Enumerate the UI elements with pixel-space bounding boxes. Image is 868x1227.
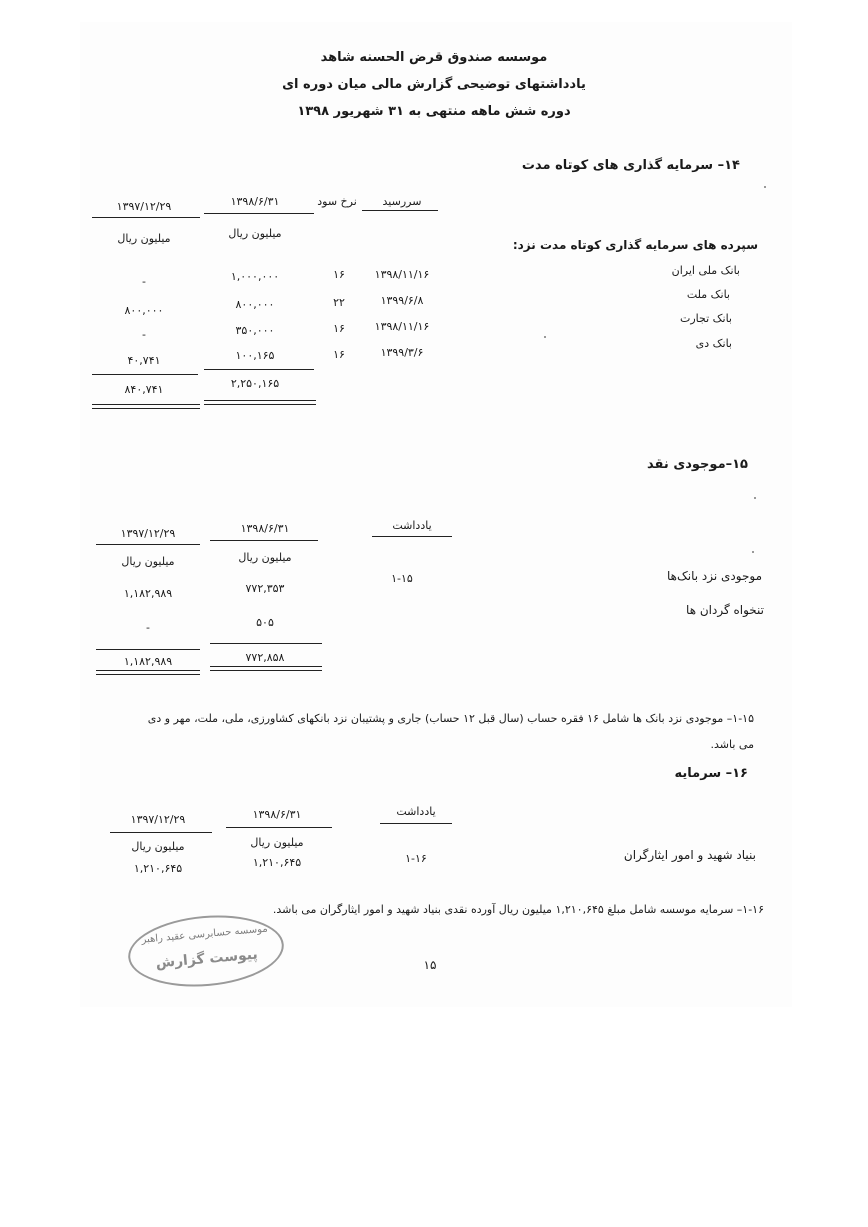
col-previous-date: ۱۳۹۷/۱۲/۲۹ [116, 200, 172, 213]
row-current: ۵۰۵ [256, 616, 274, 629]
col-current-date: ۱۳۹۸/۶/۳۱ [252, 808, 302, 821]
col-current-date: ۱۳۹۸/۶/۳۱ [230, 195, 280, 208]
rule [96, 649, 200, 650]
section-16-heading: ۱۶– سرمایه [674, 766, 748, 781]
row-previous: ۱,۲۱۰,۶۴۵ [133, 862, 183, 875]
note-15-1-line1: ۱-۱۵– موجودی نزد بانک ها شامل ۱۶ فقره حساب (سال قبل ۱۲ حساب) جاری و پشتیبان نزد بانکهای کشاورزی، ملی، ملت، مهر و دی [147, 712, 754, 725]
note-15-1-line2: می باشد. [710, 738, 754, 751]
scan-speck [764, 186, 766, 188]
row-current: ۷۷۲,۳۵۳ [245, 582, 285, 595]
stamp-line1: موسسه حسابرسی عقید راهبر [141, 923, 269, 946]
row-previous: ۱,۱۸۲,۹۸۹ [123, 587, 173, 600]
row-note: ۱-۱۵ [391, 572, 413, 585]
row-due: ۱۳۹۸/۱۱/۱۶ [374, 268, 430, 281]
row-label: بانک دی [695, 337, 732, 350]
row-previous: ۴۰,۷۴۱ [127, 354, 161, 367]
scan-speck [544, 336, 546, 338]
col-note-header: یادداشت [396, 805, 436, 818]
double-rule [210, 666, 322, 671]
rule [380, 823, 452, 824]
col-due-header: سررسید [382, 195, 422, 208]
rule [362, 210, 438, 211]
report-title: یادداشتهای توضیحی گزارش مالی میان دوره ای [282, 77, 586, 92]
row-label: تنخواه گردان ها [686, 603, 764, 617]
col-note-header: یادداشت [392, 519, 432, 532]
row-previous: ۸۰۰,۰۰۰ [124, 304, 164, 317]
rule [92, 374, 198, 375]
unit-previous: میلیون ریال [131, 840, 185, 853]
row-label: بنیاد شهید و امور ایثارگران [623, 848, 756, 862]
row-rate: ۱۶ [333, 348, 345, 361]
row-due: ۱۳۹۹/۶/۸ [380, 294, 424, 307]
row-label: بانک ملت [686, 288, 730, 301]
col-previous-date: ۱۳۹۷/۱۲/۲۹ [130, 813, 186, 826]
total-previous: ۱,۱۸۲,۹۸۹ [123, 655, 173, 668]
row-due: ۱۳۹۸/۱۱/۱۶ [374, 320, 430, 333]
section-14-heading: ۱۴– سرمایه گذاری های کوتاه مدت [521, 158, 740, 173]
row-label: موجودی نزد بانک‌ها [667, 569, 762, 583]
stamp-line2: پیوست گزارش [155, 946, 259, 972]
total-current: ۲,۲۵۰,۱۶۵ [230, 377, 280, 390]
row-current: ۱,۲۱۰,۶۴۵ [252, 856, 302, 869]
col-previous-date: ۱۳۹۷/۱۲/۲۹ [120, 527, 176, 540]
row-note: ۱-۱۶ [405, 852, 427, 865]
unit-current: میلیون ریال [238, 551, 292, 564]
double-rule [92, 404, 200, 409]
page-number: ۱۵ [423, 958, 437, 972]
row-label: بانک ملی ایران [671, 264, 740, 277]
double-rule [96, 670, 200, 675]
unit-previous: میلیون ریال [121, 555, 175, 568]
col-current-date: ۱۳۹۸/۶/۳۱ [240, 522, 290, 535]
rule [226, 827, 332, 828]
row-rate: ۱۶ [333, 268, 345, 281]
total-current: ۷۷۲,۸۵۸ [245, 651, 285, 664]
row-current: ۱۰۰,۱۶۵ [235, 349, 275, 362]
scan-speck [754, 497, 756, 499]
total-previous: ۸۴۰,۷۴۱ [124, 383, 164, 396]
row-current: ۸۰۰,۰۰۰ [235, 298, 275, 311]
rule [210, 643, 322, 644]
rule [92, 217, 200, 218]
row-due: ۱۳۹۹/۳/۶ [380, 346, 424, 359]
rule [210, 540, 318, 541]
note-16-1: ۱-۱۶– سرمایه موسسه شامل مبلغ ۱,۲۱۰,۶۴۵ میلیون ریال آورده نقدی بنیاد شهید و امور ایثارگران می باشد. [272, 903, 764, 916]
row-label: بانک تجارت [680, 312, 732, 325]
report-period: دوره شش ماهه منتهی به ۳۱ شهریور ۱۳۹۸ [297, 104, 571, 119]
scan-speck [752, 551, 754, 553]
rule [372, 536, 452, 537]
unit-previous: میلیون ریال [117, 232, 171, 245]
row-previous: - [146, 621, 150, 634]
rule [204, 369, 314, 370]
org-name: موسسه صندوق قرض الحسنه شاهد [320, 50, 548, 65]
row-current: ۳۵۰,۰۰۰ [235, 324, 275, 337]
deposits-subheading: سپرده های سرمایه گذاری کوتاه مدت نزد: [512, 238, 758, 252]
row-rate: ۱۶ [333, 322, 345, 335]
unit-current: میلیون ریال [250, 836, 304, 849]
row-previous: - [142, 328, 146, 341]
row-rate: ۲۲ [333, 296, 345, 309]
col-rate-header: نرخ سود [317, 195, 357, 208]
rule [96, 544, 200, 545]
unit-current: میلیون ریال [228, 227, 282, 240]
row-previous: - [142, 275, 146, 288]
row-current: ۱,۰۰۰,۰۰۰ [230, 270, 280, 283]
double-rule [204, 400, 316, 405]
rule [110, 832, 212, 833]
rule [204, 213, 314, 214]
section-15-heading: ۱۵–موجودی نقد [647, 457, 748, 472]
